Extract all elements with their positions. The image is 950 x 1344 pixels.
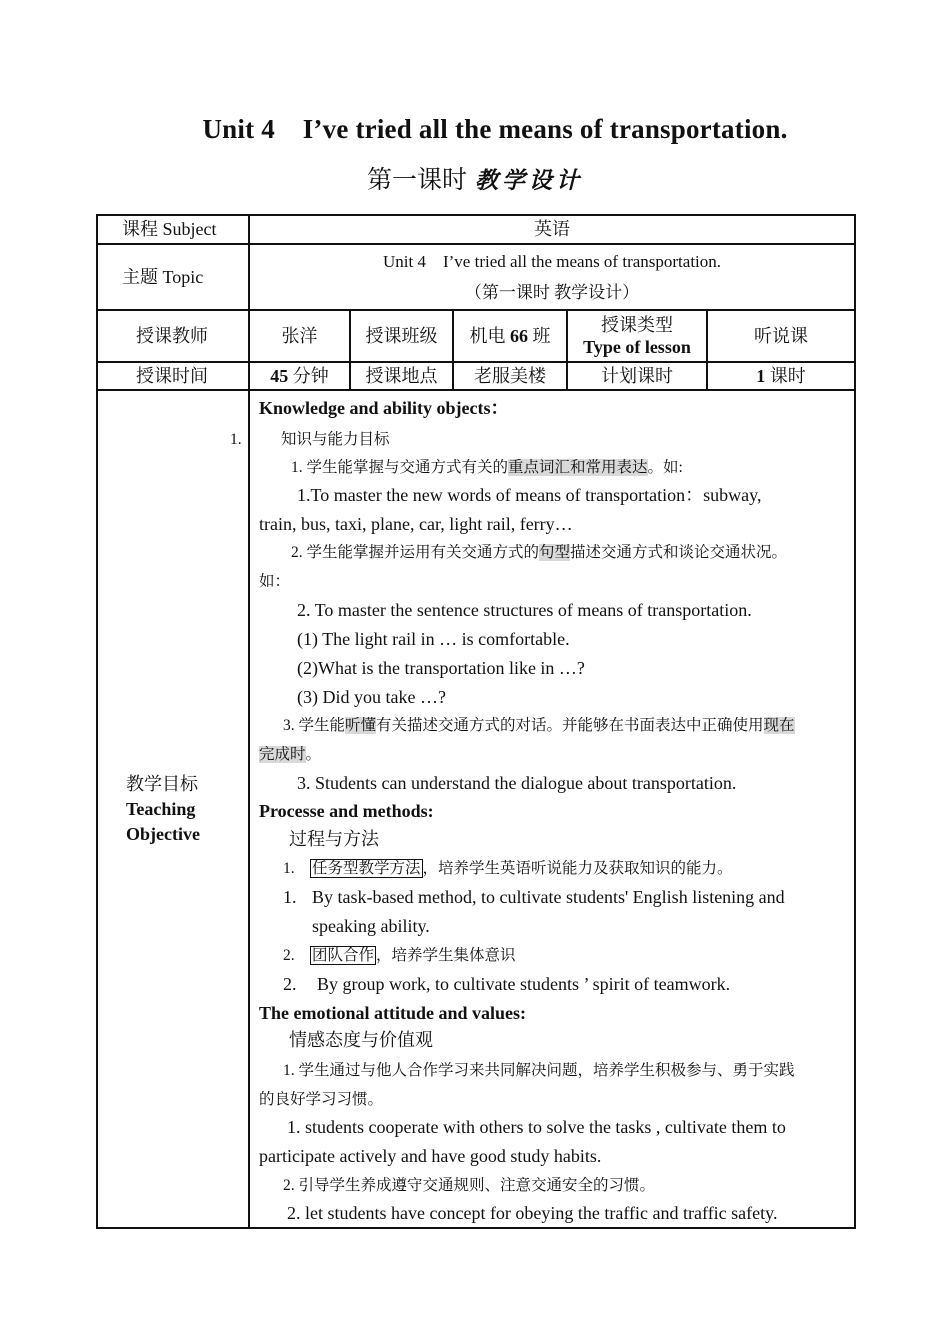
planned-hours-number: 1 bbox=[756, 365, 766, 386]
process-item-2-num: 2. bbox=[283, 947, 295, 964]
knowledge-item-2-cn-c: 如： bbox=[259, 573, 291, 590]
knowledge-item-2-en: 2. To master the sentence structures of means of transportation. bbox=[297, 600, 752, 620]
text-span: ，培养学生英语听说能力及获取知识的能力。 bbox=[422, 860, 733, 877]
process-item-1-cn bbox=[310, 859, 733, 878]
sentence-3: (3) Did you take …? bbox=[297, 687, 446, 707]
text-span: 描述交通方式和谈论交通状况。 bbox=[570, 544, 788, 561]
planned-hours-unit: 课时 bbox=[765, 365, 806, 386]
place-value: 老服美楼 bbox=[453, 362, 567, 390]
topic-line-2: （第一课时 教学设计） bbox=[464, 283, 640, 302]
emotional-heading: The emotional attitude and values: bbox=[259, 1003, 527, 1023]
topic-label: 主题 Topic bbox=[97, 244, 249, 310]
highlight-span: 重点词汇和常用表达 bbox=[508, 459, 648, 476]
document-subtitle bbox=[0, 160, 950, 196]
emotional-item-2-en: 2. let students have concept for obeying the traffic and traffic safety. bbox=[287, 1203, 778, 1223]
knowledge-item-3-cn bbox=[283, 716, 795, 735]
emotional-item-1-en-a: 1. students cooperate with others to solve the tasks , cultivate them to bbox=[287, 1117, 786, 1137]
objective-content bbox=[230, 390, 855, 1228]
process-item-1-en-num: 1. bbox=[283, 887, 297, 907]
document-title: Unit 4 I’ve tried all the means of transportation. bbox=[202, 114, 788, 144]
knowledge-item-1-en-b: train, bus, taxi, plane, car, light rail, ferry… bbox=[259, 514, 573, 534]
subtitle-lesson: 第一课时 bbox=[366, 167, 467, 194]
subject-value: 英语 bbox=[249, 215, 855, 244]
process-item-2-en-num: 2. bbox=[283, 974, 297, 994]
topic-line-1: Unit 4 I’ve tried all the means of transportation. bbox=[383, 252, 722, 271]
emotional-item-1-cn-b: 的良好学习习惯。 bbox=[259, 1091, 384, 1108]
subject-label: 课程 Subject bbox=[97, 215, 249, 244]
place-label: 授课地点 bbox=[350, 362, 453, 390]
knowledge-item-1-cn bbox=[291, 458, 683, 477]
class-label: 授课班级 bbox=[350, 310, 453, 362]
process-item-2-cn bbox=[310, 946, 516, 965]
knowledge-item-2-cn bbox=[291, 543, 787, 562]
lesson-type-label-en: Type of lesson bbox=[583, 337, 691, 357]
text-span: 1. 学生能掌握与交通方式有关的 bbox=[291, 459, 509, 476]
knowledge-item-3-cn-b bbox=[259, 745, 321, 764]
process-cn-heading: 过程与方法 bbox=[289, 829, 379, 849]
process-item-1-en-b: speaking ability. bbox=[312, 916, 430, 936]
time-value-unit: 分钟 bbox=[288, 365, 329, 386]
planned-hours-value bbox=[707, 362, 855, 390]
topic-row bbox=[97, 244, 855, 310]
process-item-1-en-a: By task-based method, to cultivate students' English listening and bbox=[312, 887, 785, 907]
emotional-cn-heading: 情感态度与价值观 bbox=[289, 1030, 433, 1050]
teacher-label: 授课教师 bbox=[97, 310, 249, 362]
knowledge-cn-heading: 知识与能力目标 bbox=[281, 431, 390, 448]
text-span: 有关描述交通方式的对话。并能够在书面表达中正确使用 bbox=[376, 717, 764, 734]
class-value-prefix: 机电 bbox=[469, 325, 510, 346]
teacher-value: 张洋 bbox=[249, 310, 350, 362]
objective-label-en-1: Teaching bbox=[126, 798, 196, 819]
objective-label bbox=[97, 390, 249, 1228]
highlight-span: 现在 bbox=[763, 717, 795, 734]
objective-row bbox=[97, 390, 855, 1228]
time-row bbox=[97, 362, 855, 390]
lesson-plan-table bbox=[96, 214, 856, 1229]
emotional-item-1-cn-a: 1. 学生通过与他人合作学习来共同解决问题，培养学生积极参与、勇于实践 bbox=[283, 1062, 795, 1079]
time-value bbox=[249, 362, 350, 390]
text-span: ，培养学生集体意识 bbox=[376, 947, 516, 964]
process-item-2-en: By group work, to cultivate students ’ spirit of teamwork. bbox=[317, 974, 731, 994]
lesson-type-value: 听说课 bbox=[707, 310, 855, 362]
highlight-span: 听懂 bbox=[345, 717, 377, 734]
emotional-item-1-en-b: participate actively and have good study habits. bbox=[259, 1146, 602, 1166]
sentence-1: (1) The light rail in … is comfortable. bbox=[297, 629, 570, 649]
objective-label-cn: 教学目标 bbox=[126, 773, 198, 794]
text-span: 2. 学生能掌握并运用有关交通方式的 bbox=[291, 544, 540, 561]
text-span: 。 bbox=[305, 746, 322, 763]
lesson-type-label bbox=[567, 310, 707, 362]
class-value bbox=[453, 310, 567, 362]
emotional-item-2-cn: 2. 引导学生养成遵守交通规则、注意交通安全的习惯。 bbox=[283, 1177, 656, 1194]
class-value-number: 66 bbox=[510, 325, 528, 346]
boxed-term: 团队合作 bbox=[312, 947, 375, 964]
subtitle-design: 教学设计 bbox=[475, 168, 583, 193]
text-span: 。如: bbox=[647, 459, 683, 476]
knowledge-item-1-en-a: 1.To master the new words of means of transportation：subway, bbox=[297, 485, 762, 505]
teacher-row bbox=[97, 310, 855, 362]
planned-hours-label: 计划课时 bbox=[567, 362, 707, 390]
lesson-type-label-cn: 授课类型 bbox=[601, 314, 673, 335]
subject-row bbox=[97, 215, 855, 244]
knowledge-number: 1. bbox=[230, 431, 242, 448]
time-label: 授课时间 bbox=[97, 362, 249, 390]
knowledge-item-3-en: 3. Students can understand the dialogue about transportation. bbox=[297, 773, 737, 793]
process-item-1-num: 1. bbox=[283, 860, 295, 877]
process-heading: Processe and methods: bbox=[259, 801, 434, 821]
boxed-term: 任务型教学方法 bbox=[312, 860, 421, 877]
time-value-number: 45 bbox=[270, 365, 289, 386]
class-value-suffix: 班 bbox=[528, 325, 551, 346]
highlight-span: 句型 bbox=[539, 544, 571, 561]
knowledge-heading: Knowledge and ability objects： bbox=[259, 398, 509, 418]
highlight-span: 完成时 bbox=[259, 746, 306, 763]
topic-value bbox=[249, 244, 855, 310]
objective-label-en-2: Objective bbox=[126, 823, 200, 844]
text-span: 3. 学生能 bbox=[283, 717, 346, 734]
sentence-2: (2)What is the transportation like in …? bbox=[297, 658, 585, 678]
